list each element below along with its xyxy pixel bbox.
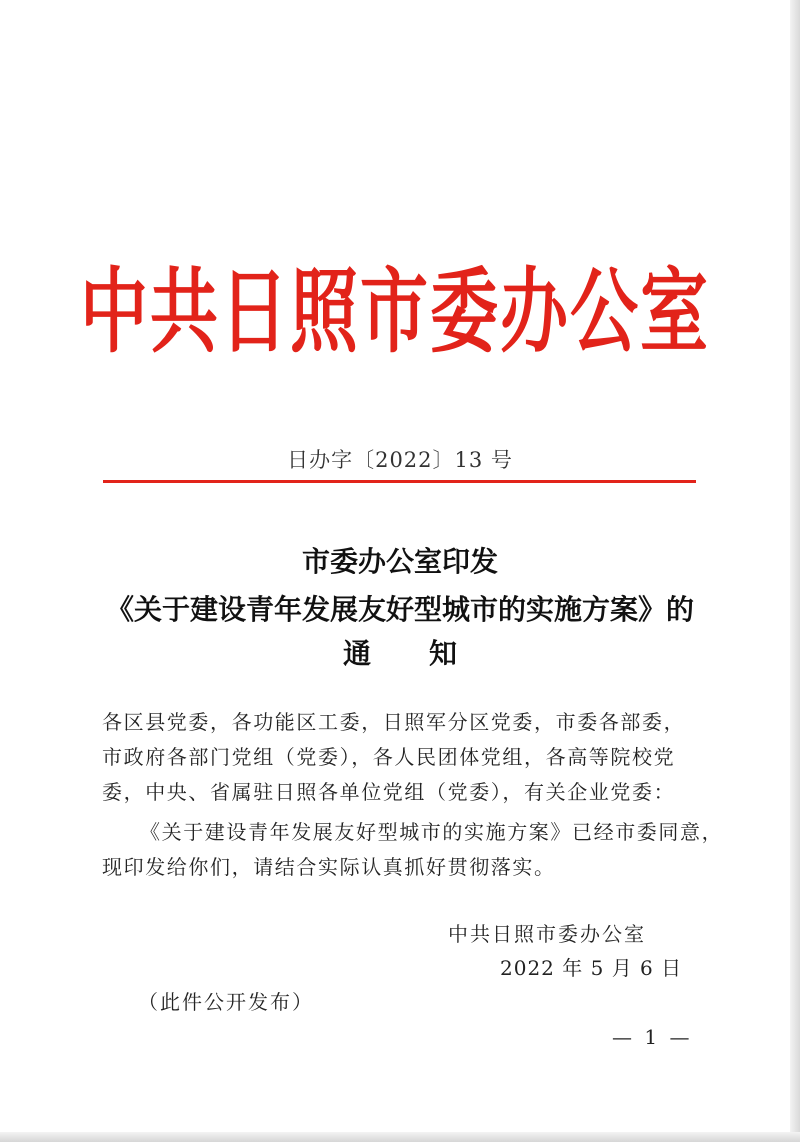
document-number: 日办字〔2022〕13 号: [287, 448, 513, 472]
paragraph-line-2: 现印发给你们，请结合实际认真抓好贯彻落实。: [102, 855, 556, 879]
recipients-line-3: 委，中央、省属驻日照各单位党组（党委），有关企业党委：: [102, 780, 676, 804]
issuer-signature: 中共日照市委办公室: [448, 922, 646, 946]
recipients-line-2: 市政府各部门党组（党委），各人民团体党组，各高等院校党: [102, 745, 676, 769]
paragraph-line-1: 《关于建设青年发展友好型城市的实施方案》已经市委同意，: [140, 820, 724, 844]
title-line-2: 《关于建设青年发展友好型城市的实施方案》的: [105, 593, 694, 626]
red-divider: [103, 480, 696, 483]
page-edge-bottom: [0, 1132, 800, 1142]
masthead-title: 中共日照市委办公室: [79, 259, 710, 367]
title-line-3: 通知: [342, 637, 515, 670]
recipients-line-1: 各区县党委，各功能区工委，日照军分区党委，市委各部委，: [102, 710, 686, 734]
issue-date: 2022 年 5 月 6 日: [500, 956, 683, 980]
public-release-note: （此件公开发布）: [138, 990, 314, 1014]
page-number: — 1 —: [612, 1025, 693, 1049]
title-line-1: 市委办公室印发: [301, 545, 498, 578]
